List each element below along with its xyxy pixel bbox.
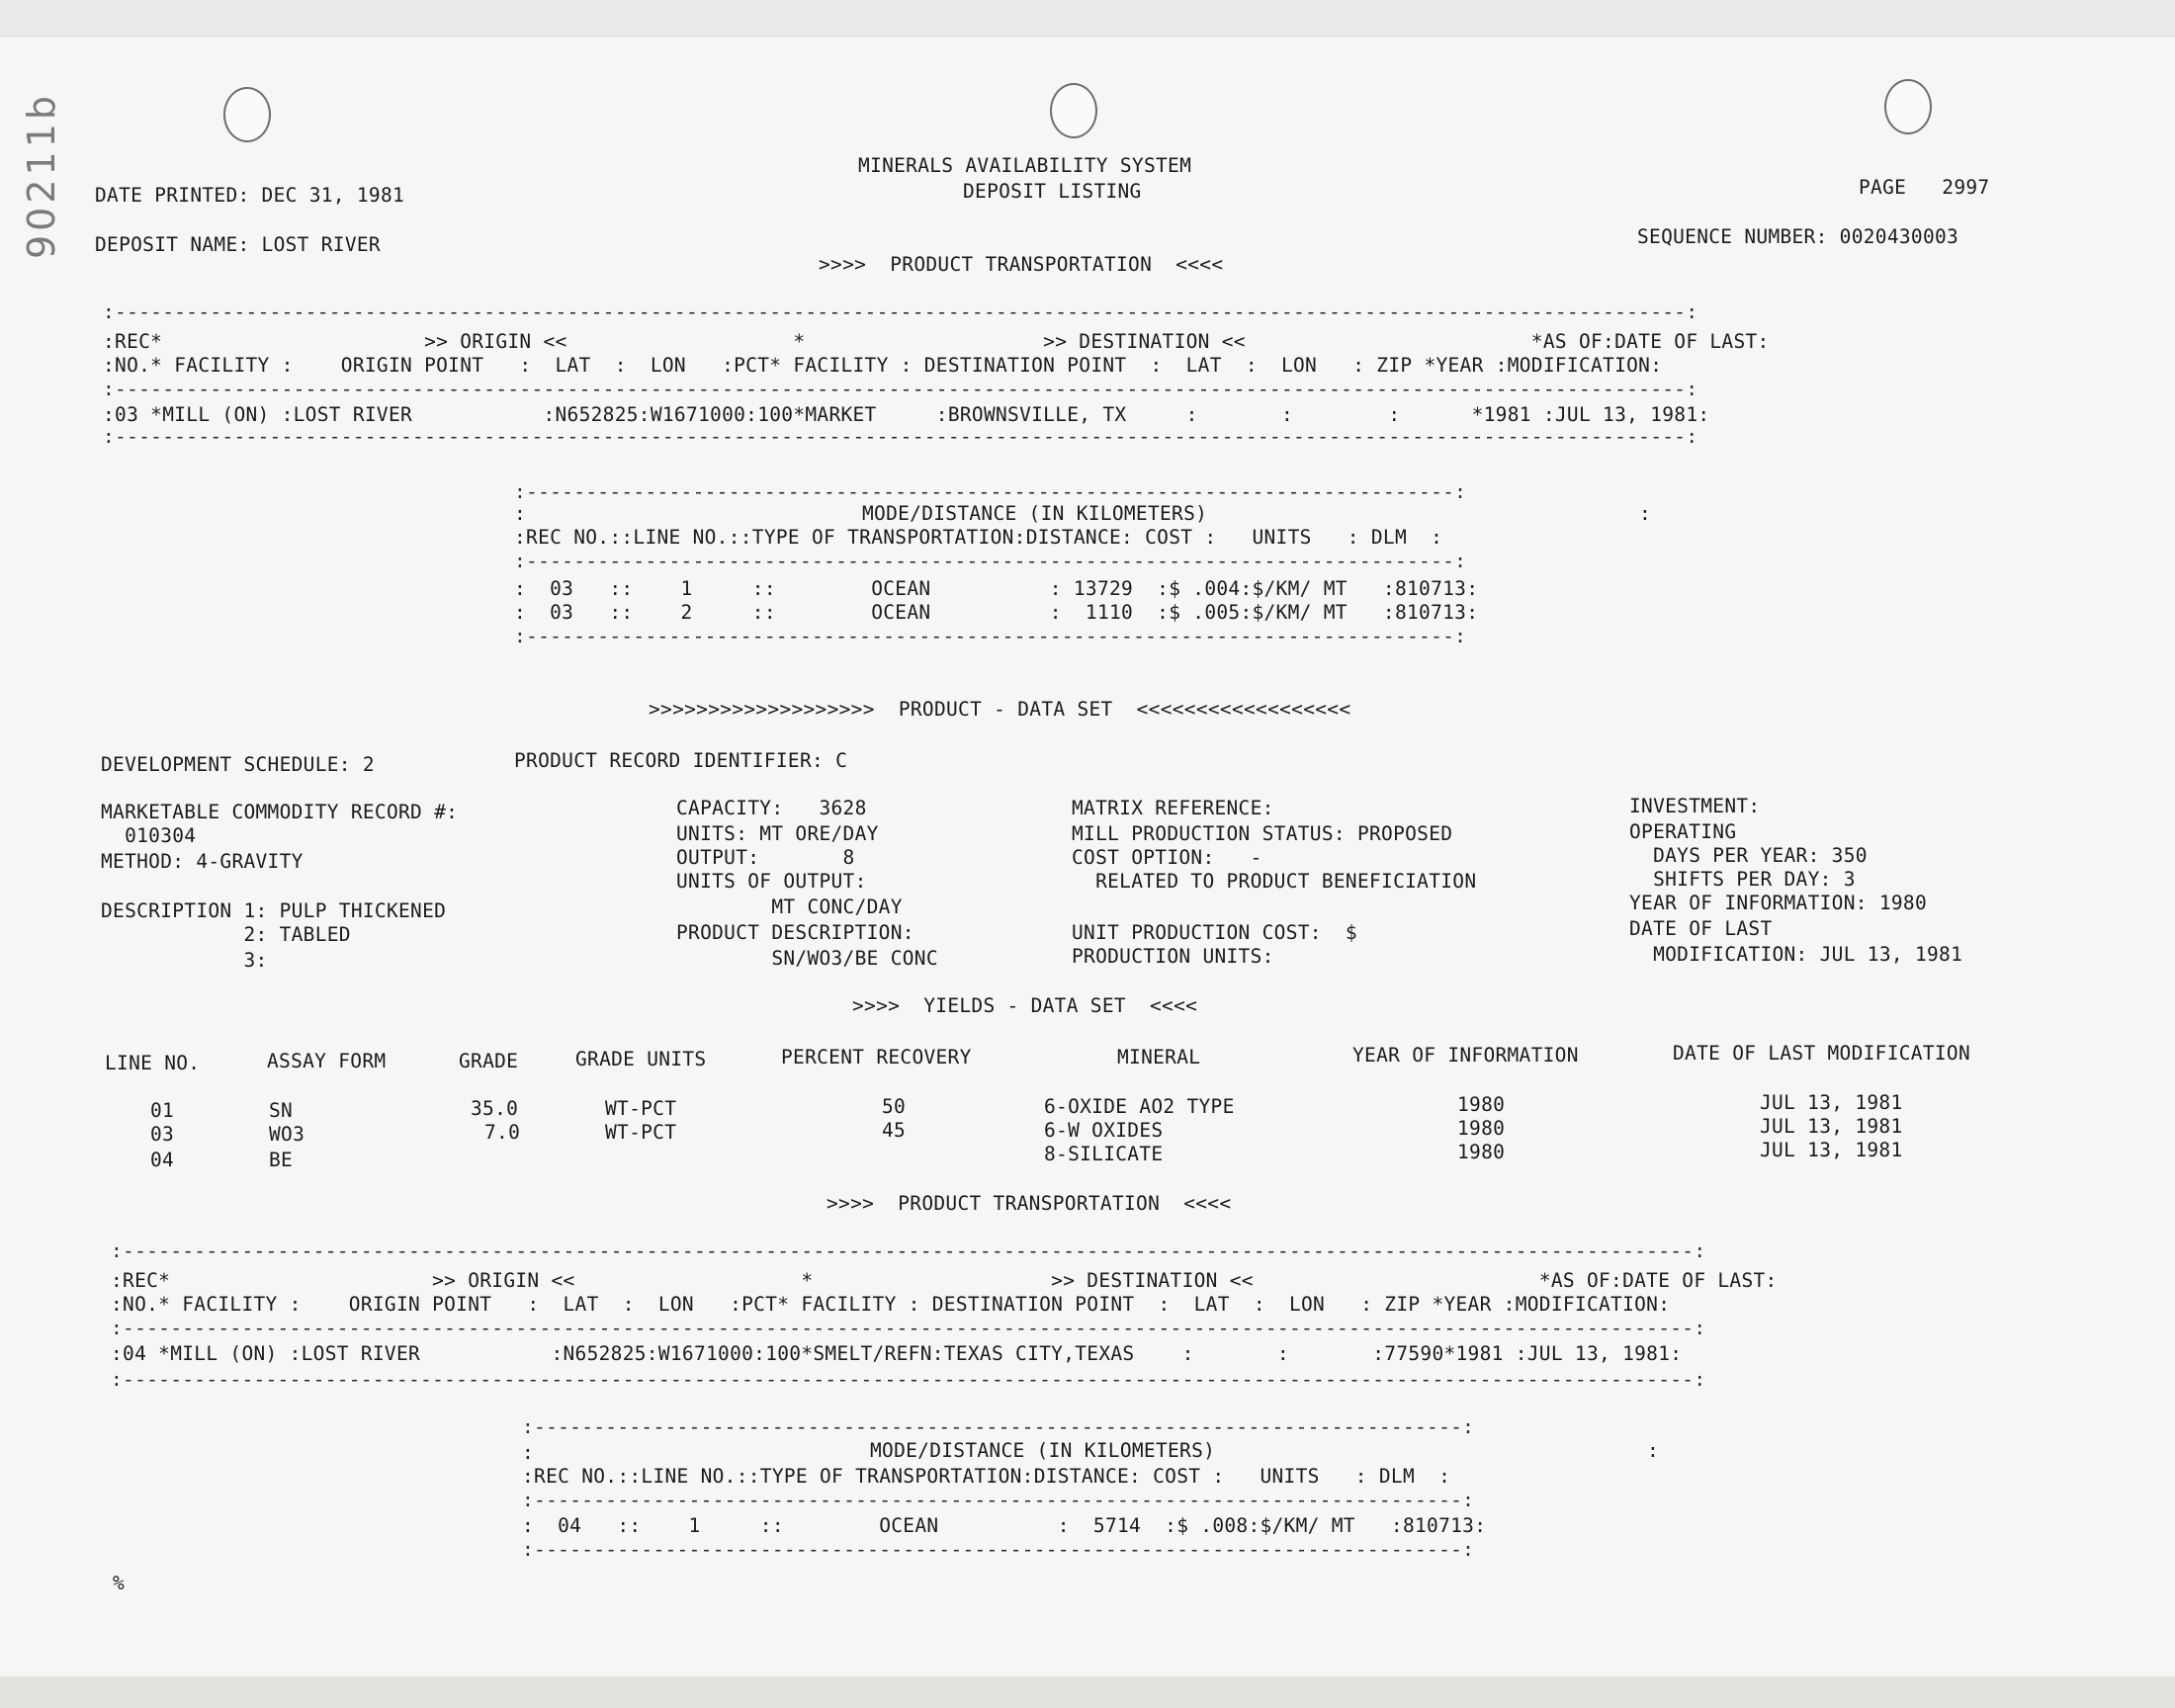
section-heading-yields: >>>> YIELDS - DATA SET <<<< [852, 994, 1198, 1017]
table-rule: :------------------------------------------------------------------------------: [522, 1415, 1475, 1438]
transport-header-row: :REC* >> ORIGIN << * >> DESTINATION << *AS OF:DATE OF LAST: [111, 1269, 1778, 1292]
assay-form-cell: WO3 [269, 1123, 305, 1146]
section-heading-transport: >>>> PRODUCT TRANSPORTATION <<<< [826, 1192, 1232, 1215]
product-field: MT CONC/DAY [676, 896, 903, 918]
product-field: METHOD: 4-GRAVITY [101, 850, 304, 873]
report-subtitle: DEPOSIT LISTING [963, 180, 1142, 203]
product-field: UNIT PRODUCTION COST: $ [1072, 921, 1357, 944]
section-heading-transport: >>>> PRODUCT TRANSPORTATION <<<< [819, 253, 1224, 276]
mode-data-row: : 03 :: 2 :: OCEAN : 1110 :$ .005:$/KM/ MT :810713: [514, 601, 1479, 624]
mode-header-row: :REC NO.::LINE NO.::TYPE OF TRANSPORTATION:DISTANCE: COST : UNITS : DLM : [522, 1465, 1451, 1488]
mode-data-row: : 04 :: 1 :: OCEAN : 5714 :$ .008:$/KM/ MT :810713: [522, 1514, 1487, 1537]
yields-col-header: GRADE UNITS [575, 1048, 707, 1070]
year-cell: 1980 [1457, 1117, 1506, 1140]
product-field: DATE OF LAST [1629, 917, 1773, 940]
product-field: MARKETABLE COMMODITY RECORD #: [101, 801, 459, 823]
date-cell: JUL 13, 1981 [1760, 1139, 1903, 1161]
grade-cell: 35.0 [471, 1097, 519, 1120]
margin-stamp: 90211b [20, 91, 63, 259]
recovery-cell: 45 [882, 1119, 907, 1142]
product-field: OPERATING [1629, 820, 1737, 843]
recovery-cell: 50 [882, 1095, 907, 1118]
transport-header-row: :NO.* FACILITY : ORIGIN POINT : LAT : LON :PCT* FACILITY : DESTINATION POINT : LAT : LON : ZIP *YEAR :MODIFICATION: [111, 1293, 1671, 1316]
page-number: PAGE 2997 [1859, 176, 1990, 199]
line-no-cell: 03 [150, 1123, 175, 1146]
product-field: CAPACITY: 3628 [676, 797, 867, 819]
product-field: 010304 [101, 824, 197, 847]
product-field: PRODUCTION UNITS: [1072, 945, 1274, 968]
mode-header-row: :REC NO.::LINE NO.::TYPE OF TRANSPORTATION:DISTANCE: COST : UNITS : DLM : [514, 526, 1443, 549]
table-rule: :------------------------------------------------------------------------------------------------------------------------------------: [111, 1368, 1706, 1391]
yields-col-header: MINERAL [1117, 1046, 1201, 1068]
punch-hole-center [1050, 83, 1097, 138]
punch-hole-right [1884, 79, 1932, 134]
grade-units-cell: WT-PCT [605, 1121, 677, 1144]
yields-col-header: PERCENT RECOVERY [781, 1046, 972, 1068]
product-field: MATRIX REFERENCE: [1072, 797, 1274, 819]
mode-data-row: : 03 :: 1 :: OCEAN : 13729 :$ .004:$/KM/ MT :810713: [514, 577, 1479, 600]
table-right-border: : [1647, 1439, 1660, 1462]
product-field: UNITS: MT ORE/DAY [676, 822, 879, 845]
mineral-cell: 6-OXIDE AO2 TYPE [1044, 1095, 1235, 1118]
mineral-cell: 8-SILICATE [1044, 1143, 1164, 1165]
table-rule: :------------------------------------------------------------------------------: [522, 1538, 1475, 1561]
table-rule: :------------------------------------------------------------------------------------------------------------------------------------: [103, 378, 1698, 400]
transport-header-row: :REC* >> ORIGIN << * >> DESTINATION << *AS OF:DATE OF LAST: [103, 330, 1770, 353]
product-field: 2: TABLED [101, 923, 351, 946]
yields-col-header: LINE NO. [105, 1052, 201, 1074]
product-field: DAYS PER YEAR: 350 [1629, 844, 1868, 867]
product-field: DESCRIPTION 1: PULP THICKENED [101, 899, 447, 922]
product-field: RELATED TO PRODUCT BENEFICIATION [1072, 870, 1477, 893]
yields-col-header: DATE OF LAST MODIFICATION [1673, 1042, 1970, 1065]
footer-mark: % [113, 1572, 126, 1594]
product-field: MILL PRODUCTION STATUS: PROPOSED [1072, 822, 1453, 845]
date-cell: JUL 13, 1981 [1760, 1091, 1903, 1114]
table-right-border: : [1639, 502, 1652, 525]
assay-form-cell: BE [269, 1149, 294, 1171]
mineral-cell: 6-W OXIDES [1044, 1119, 1164, 1142]
line-no-cell: 01 [150, 1099, 175, 1122]
sequence-number: SEQUENCE NUMBER: 0020430003 [1637, 225, 1959, 248]
table-rule: :------------------------------------------------------------------------------------------------------------------------------------: [103, 300, 1698, 323]
product-field: MODIFICATION: JUL 13, 1981 [1629, 943, 1963, 966]
table-rule: :------------------------------------------------------------------------------------------------------------------------------------: [111, 1317, 1706, 1339]
table-left-border: : [514, 502, 527, 525]
transport-header-row: :NO.* FACILITY : ORIGIN POINT : LAT : LON :PCT* FACILITY : DESTINATION POINT : LAT : LON : ZIP *YEAR :MODIFICATION: [103, 354, 1663, 377]
punch-hole-left [223, 87, 271, 142]
product-record-identifier: PRODUCT RECORD IDENTIFIER: C [514, 749, 848, 772]
date-printed: DATE PRINTED: DEC 31, 1981 [95, 184, 405, 207]
table-rule: :------------------------------------------------------------------------------: [514, 480, 1467, 503]
mode-distance-title: MODE/DISTANCE (IN KILOMETERS) [862, 502, 1208, 525]
scanner-edge [0, 1676, 2175, 1708]
report-title: MINERALS AVAILABILITY SYSTEM [858, 154, 1192, 177]
product-field: PRODUCT DESCRIPTION: [676, 921, 914, 944]
product-field: UNITS OF OUTPUT: [676, 870, 867, 893]
table-rule: :------------------------------------------------------------------------------: [514, 550, 1467, 572]
product-field: SHIFTS PER DAY: 3 [1629, 868, 1856, 891]
section-heading-product: >>>>>>>>>>>>>>>>>>> PRODUCT - DATA SET <<<<<<<<<<<<<<<<<< [649, 698, 1351, 721]
product-field: YEAR OF INFORMATION: 1980 [1629, 892, 1927, 914]
table-rule: :------------------------------------------------------------------------------------------------------------------------------------: [103, 425, 1698, 448]
yields-col-header: GRADE [459, 1050, 519, 1072]
year-cell: 1980 [1457, 1141, 1506, 1163]
deposit-name: DEPOSIT NAME: LOST RIVER [95, 233, 381, 256]
yields-col-header: ASSAY FORM [267, 1050, 387, 1072]
assay-form-cell: SN [269, 1099, 294, 1122]
table-rule: :------------------------------------------------------------------------------: [514, 625, 1467, 647]
development-schedule: DEVELOPMENT SCHEDULE: 2 [101, 753, 375, 776]
table-rule: :------------------------------------------------------------------------------: [522, 1489, 1475, 1511]
grade-units-cell: WT-PCT [605, 1097, 677, 1120]
line-no-cell: 04 [150, 1149, 175, 1171]
product-field: 3: [101, 949, 268, 972]
table-left-border: : [522, 1441, 535, 1464]
year-cell: 1980 [1457, 1093, 1506, 1116]
product-field: COST OPTION: - [1072, 846, 1262, 869]
product-field: SN/WO3/BE CONC [676, 947, 938, 970]
transport-data-row: :03 *MILL (ON) :LOST RIVER :N652825:W1671000:100*MARKET :BROWNSVILLE, TX : : : *1981 :JUL 13, 1981: [103, 403, 1710, 426]
product-field: OUTPUT: 8 [676, 846, 855, 869]
transport-data-row: :04 *MILL (ON) :LOST RIVER :N652825:W1671000:100*SMELT/REFN:TEXAS CITY,TEXAS : : :77590*1981 :JUL 13, 1981: [111, 1342, 1683, 1365]
yields-col-header: YEAR OF INFORMATION [1352, 1044, 1579, 1067]
product-field: INVESTMENT: [1629, 795, 1761, 817]
mode-distance-title: MODE/DISTANCE (IN KILOMETERS) [870, 1439, 1216, 1462]
table-rule: :------------------------------------------------------------------------------------------------------------------------------------: [111, 1239, 1706, 1262]
grade-cell: 7.0 [484, 1121, 521, 1144]
date-cell: JUL 13, 1981 [1760, 1115, 1903, 1138]
